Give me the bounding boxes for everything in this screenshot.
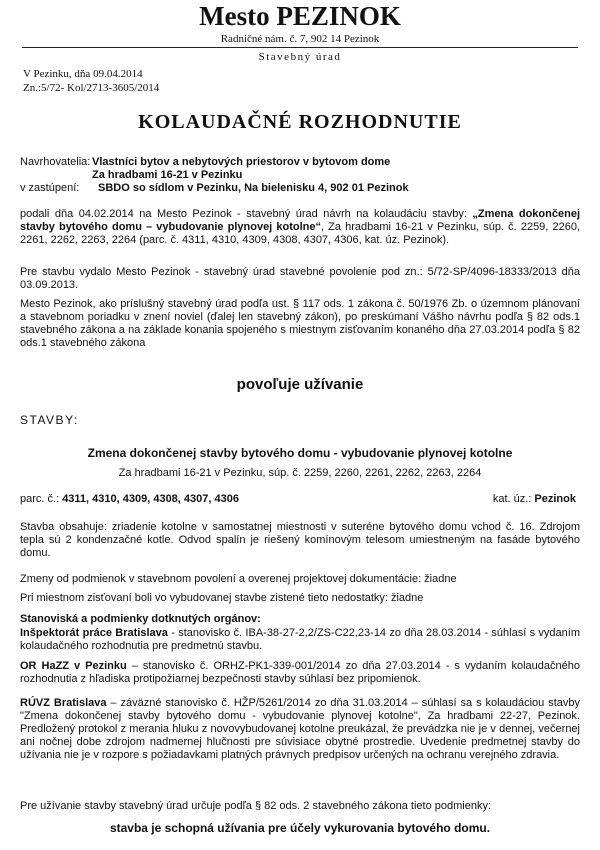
- organ-public-health: [20, 697, 580, 762]
- document-meta: [23, 67, 159, 95]
- parcel-row: [20, 493, 580, 506]
- organs-heading: Stanoviská a podmienky dotknutých orgánov:: [20, 613, 261, 625]
- parcel-value: 4311, 4310, 4309, 4308, 4307, 4306: [62, 493, 239, 505]
- paragraph-application-pre: podali dňa 04.02.2014 na Mesto Pezinok - stavebný úrad návrh na kolaudáciu stavby:: [20, 208, 473, 220]
- file-number: Zn.:5/72- Kol/2713-3605/2014: [23, 82, 160, 94]
- applicants-line1: Vlastníci bytov a nebytových priestorov v bytovom dome: [92, 156, 391, 168]
- place-date: V Pezinku, dňa 09.04.2014: [23, 68, 143, 80]
- parcel-label: parc. č.:: [20, 493, 63, 505]
- paragraph-application: [20, 208, 580, 247]
- paragraph-contains: Stavba obsahuje: zriadenie kotolne v samostatnej miestnosti v suteréne bytového domu vchod č. 16. Zdrojom tepla sú 2 kondenzačné kotle. Odvod spalín je riešený komínovým telesom umiestneným na fasáde bytového domu.: [20, 521, 580, 559]
- condition-statement: stavba je schopná užívania pre účely vykurovania bytového domu.: [109, 821, 491, 835]
- cadastral-value: Pezinok: [534, 493, 576, 505]
- paragraph-changes: Zmeny od podmienok v stavebnom povolení a overenej projektovej dokumentácie: žiadne: [20, 573, 457, 585]
- city-address: Radničné nám. č. 7, 902 14 Pezinok: [220, 33, 380, 45]
- organ-public-health-name: RÚVZ Bratislava: [20, 697, 107, 709]
- cadastral-area: [493, 493, 576, 506]
- stavby-label: STAVBY:: [20, 413, 79, 427]
- applicants-label: Navrhovatelia:: [20, 156, 91, 168]
- decision-heading: povoľuje užívanie: [236, 376, 364, 393]
- building-address: Za hradbami 16-21 v Pezinku, súp. č. 2259, 2260, 2261, 2262, 2263, 2264: [118, 467, 482, 479]
- organ-fire-rescue-text: – stanovisko č. ORHZ-PK1-339-001/2014 zo dňa 27.03.2014 - s vydaním kolaudačného rozhodnutia z hľadiska protipožiarnej bezpečnosti stavby súhlasí bez pripomienok.: [20, 660, 580, 685]
- paragraph-application-bold: „Zmena dokončenej stavby bytového domu – vybudovanie plynovej kotolne“: [20, 208, 580, 233]
- representative-label: v zastúpení:: [20, 182, 80, 194]
- cadastral-label: kat. úz.:: [492, 493, 535, 505]
- representative-value: SBDO so sídlom v Pezinku, Na bielenisku 4, 902 01 Pezinok: [98, 182, 409, 194]
- paragraph-authority: Mesto Pezinok, ako príslušný stavebný úrad podľa ust. § 117 ods. 1 zákona č. 50/1976 Zb. o územnom plánovaní a stavebnom poriadku v znení noviel (ďalej len stavebný zákon), po preskúmaní Vášho návrhu podľa § 82 ods.1 stavebného zákona a na základe konania spojeného s miestnym zisťovaním konaného dňa 27.03.2014 podľa § 82 ods.1 stavebného zákona: [20, 298, 580, 349]
- conditions-intro: Pre užívanie stavby stavebný úrad určuje podľa § 82 ods. 2 stavebného zákona tieto podmienky:: [20, 800, 492, 812]
- paragraph-defects: Pri miestnom zisťovaní boli vo vybudovanej stavbe zistené tieto nedostatky: žiadne: [20, 592, 424, 604]
- paragraph-application-post: , Za hradbami 16-21 v Pezinku, súp. č. 2259, 2260, 2261, 2262, 2263, 2264 (parc. č. 4311, 4310, 4309, 4308, 4307, 4306, kat. úz. Pezinok).: [20, 221, 581, 246]
- office-name: Stavebný úrad: [258, 51, 342, 63]
- city-title: Mesto PEZINOK: [199, 1, 401, 31]
- organ-public-health-text: – záväzné stanovisko č. HŽP/5261/2014 zo dňa 31.03.2014 – súhlasí sa s kolaudáciou stavby "Zmena dokončenej stavby bytového domu - vybudovanie plynovej kotolne", Za hradbami 22-27, Pezinok. Predložený protokol z merania hluku z novovybudovanej kotolne preukázal, že prevádzka nie je v dennej, večernej ani nočnej dobe zdrojom nadmernej hlučnosti pre súvisiace obytné prostredie. Uvedenie predmetnej stavby do užívania nie je v rozpore s požiadavkami platných právnych predpisov určených na ochranu verejného zdravia.: [20, 697, 580, 761]
- applicants-block: [20, 156, 580, 195]
- applicants-line2: Za hradbami 16-21 v Pezinku: [92, 169, 243, 181]
- organ-fire-rescue-name: OR HaZZ v Pezinku: [20, 660, 127, 672]
- organ-inspectorate-name: Inšpektorát práce Bratislava: [20, 627, 168, 639]
- document-title: KOLAUDAČNÉ ROZHODNUTIE: [138, 111, 462, 133]
- organ-fire-rescue: [20, 660, 580, 686]
- organ-inspectorate-text: - stanovisko č. IBA-38-27-2,2/ZS-C22,23-14 zo dňa 28.03.2014 - súhlasí s vydaním kolaudačného rozhodnutia pre predmetnú stavbu.: [20, 627, 580, 652]
- paragraph-permit: Pre stavbu vydalo Mesto Pezinok - stavebný úrad stavebné povolenie pod zn.: 5/72-SP/4096-18333/2013 dňa 03.09.2013.: [20, 266, 580, 291]
- organ-inspectorate: [20, 627, 580, 653]
- building-name: Zmena dokončenej stavby bytového domu - vybudovanie plynovej kotolne: [87, 446, 513, 460]
- header-divider: [22, 47, 578, 48]
